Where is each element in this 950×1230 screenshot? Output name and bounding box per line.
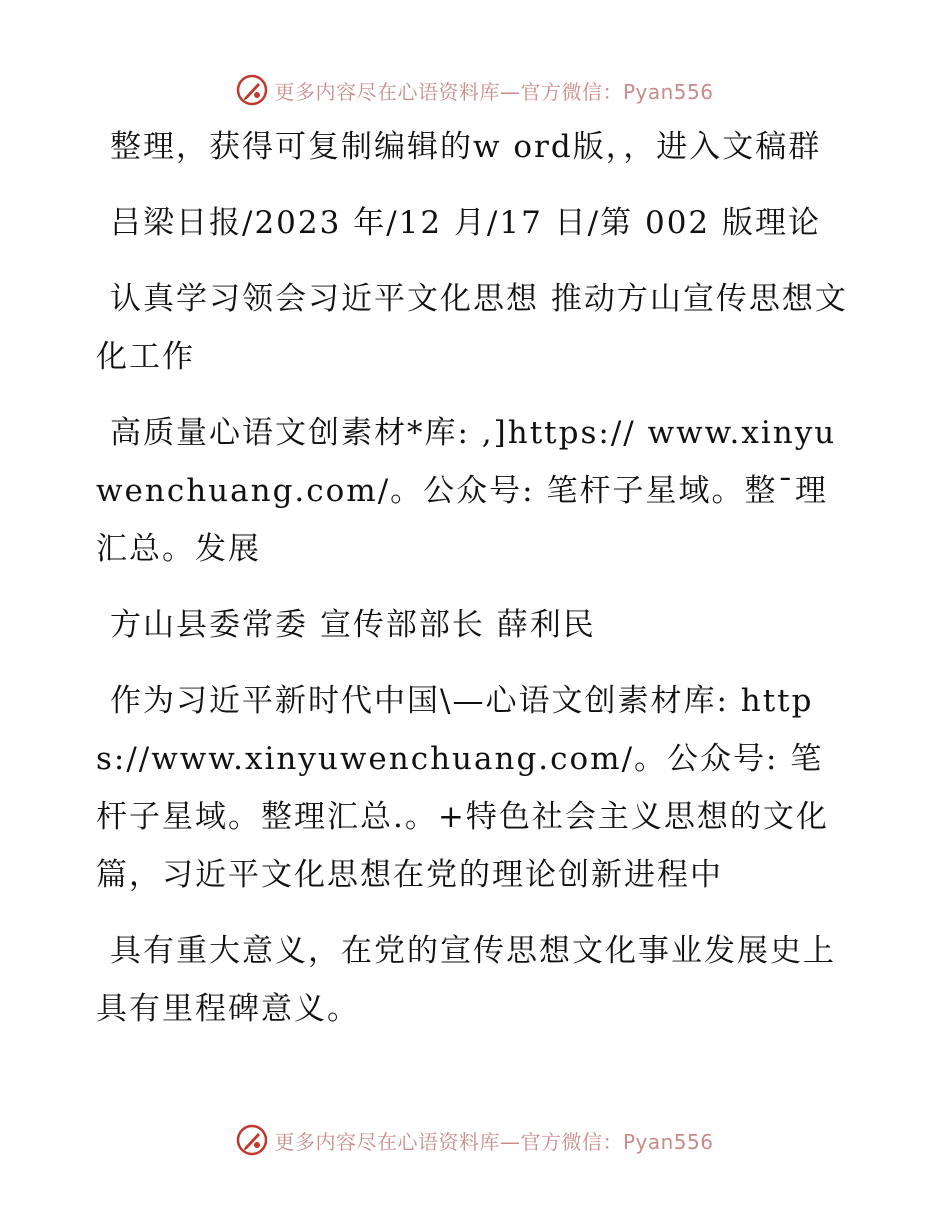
paragraph-intro-note: 整理，获得可复制编辑的w ord版，，进入文稿群 <box>110 129 822 165</box>
paragraph-author-line: 方山县委常委 宣传部部长 薛利民 <box>110 607 596 643</box>
paragraph-body-2: 具有重大意义，在党的宣传思想文化事业发展史上具有里程碑意义。 <box>96 933 836 1027</box>
paragraph-resource-note: 高质量心语文创素材*库: ,]https:// www.xinyuwenchuang.com/。公众号: 笔杆子星域。整¯理汇总。发展 <box>96 415 837 567</box>
footer-banner-text: 更多内容尽在心语资料库—官方微信：Pyan556 <box>274 1129 714 1154</box>
paragraph-article-title: 认真学习领会习近平文化思想 推动方山宣传思想文化工作 <box>96 281 848 375</box>
header-banner-inner <box>236 74 713 106</box>
footer-banner-inner <box>236 1124 713 1156</box>
header-banner <box>0 72 950 108</box>
quill-seal-icon <box>236 74 268 106</box>
paragraph-body-1: 作为习近平新时代中国\—心语文创素材库: https://www.xinyuwenchuang.com/。公众号: 笔杆子星域。整理汇总.。+特色社会主义思想的文化篇，习近平文化思想在党的理论创新进程中 <box>96 683 829 893</box>
footer-banner <box>0 1122 950 1158</box>
header-banner-text: 更多内容尽在心语资料库—官方微信：Pyan556 <box>274 79 714 104</box>
document-body <box>96 118 856 1038</box>
quill-seal-icon <box>236 1124 268 1156</box>
paragraph-source-line: 吕梁日报/2023 年/12 月/17 日/第 002 版理论 <box>110 205 822 241</box>
